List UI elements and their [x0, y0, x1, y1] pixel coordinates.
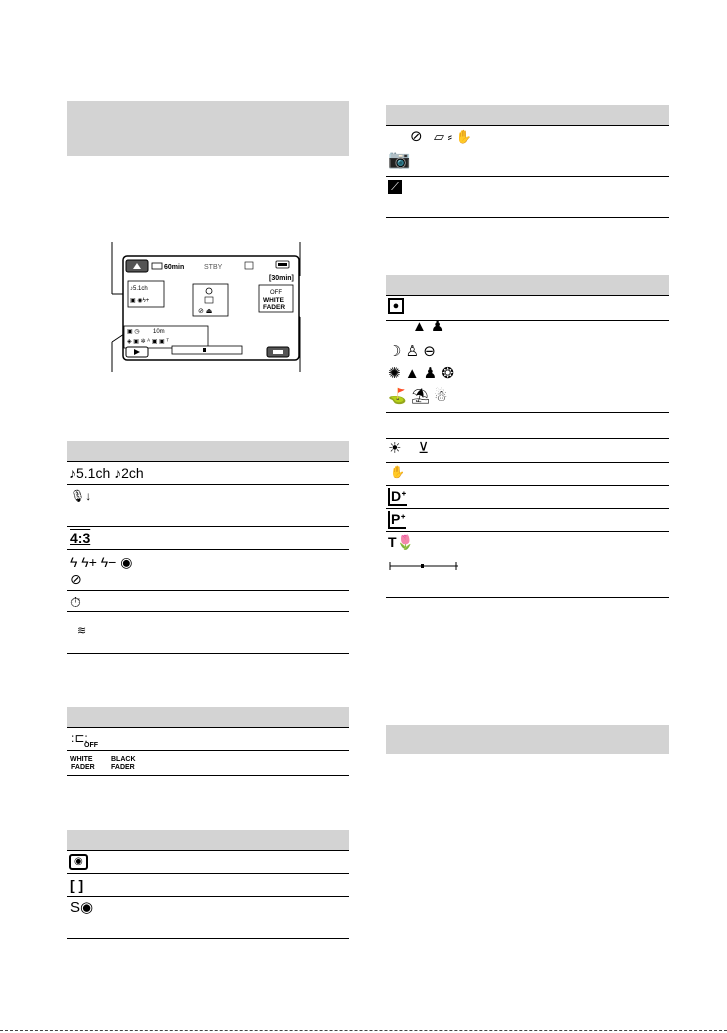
flash-icon: ϟ ϟ+ ϟ− ◉: [70, 554, 133, 570]
picture-effect-icon: Pᐩ: [388, 511, 406, 529]
wireless-icon: ≋: [77, 625, 87, 637]
white-balance-icons: ☀ ⊻: [388, 440, 430, 457]
table-header: [67, 441, 349, 461]
media-icon: [245, 262, 253, 269]
scene-icons-row2: ✺ ▲ ♟ ❂: [388, 365, 454, 382]
steadyshot-off-icon: ✋: [390, 465, 405, 479]
self-timer-time: 10m: [153, 329, 165, 335]
battery-time: 60min: [164, 264, 185, 271]
audio-channel-icon: ♪5.1ch ♪2ch: [69, 465, 144, 481]
white-fader-line1: WHITE: [263, 297, 284, 304]
camera-off-icon: 📷: [388, 149, 411, 169]
table-header: [67, 707, 349, 727]
viewfinder-icon: [ ]: [70, 877, 84, 893]
black-fader-icon-2: FADER: [111, 764, 135, 771]
scene-icons-row3: ⛳ ⛱ ☃: [388, 388, 448, 405]
svg-text:▣ ◉ϟ+: ▣ ◉ϟ+: [130, 298, 150, 304]
table-right-2: [386, 275, 669, 600]
white-fader-icon-1: WHITE: [70, 756, 93, 763]
battery-icon: [152, 263, 162, 269]
shake-warning-icon: ▱ ⸗ ✋: [434, 129, 472, 144]
table-header: [67, 830, 349, 850]
backlight-off-label: OFF: [84, 742, 98, 749]
svg-text:▣ ◷: ▣ ◷: [127, 329, 140, 335]
wide-select-icon: 4:3: [70, 530, 91, 546]
remaining-time: [30min]: [269, 275, 294, 282]
audio-51-indicator: ♪5.1ch: [130, 286, 148, 292]
no-card-icon: ⊘: [410, 128, 423, 145]
white-fader-icon-2: FADER: [71, 764, 95, 771]
self-timer-icon: ⏱: [70, 594, 81, 610]
tele-macro-icon: T🌷: [388, 534, 414, 550]
digital-effect-icon: Dᐩ: [388, 488, 407, 506]
lcd-screen-diagram: [100, 242, 320, 378]
portrait-icon: ●: [388, 298, 404, 314]
white-fader-line2: FADER: [263, 304, 286, 311]
scene-icons-row1: ☽ ♙ ⊖: [388, 343, 436, 360]
section-header-bar-right: [386, 725, 669, 754]
lcd-backlight-icon: ◉: [69, 854, 88, 870]
svg-text:OFF: OFF: [270, 290, 282, 296]
write-protect-icon: ⟋: [388, 180, 402, 194]
section-header-bar-left: [67, 101, 349, 156]
black-fader-icon-1: BLACK: [111, 756, 136, 763]
table-header: [386, 105, 669, 125]
backlight-off-icon: :⊏:: [71, 731, 88, 745]
svg-text:⊘ ⏏: ⊘ ⏏: [198, 308, 213, 315]
table-left-2: [67, 707, 349, 779]
mic-level-icon: 🎙↓: [70, 489, 92, 503]
table-left-1: [67, 441, 349, 655]
page-bottom-rule: [0, 1030, 727, 1031]
flash-off-icon: ⊘: [70, 571, 82, 587]
landscape-icons: ▲ ♟: [412, 318, 445, 335]
standby-indicator: STBY: [204, 264, 223, 271]
table-header: [386, 275, 669, 295]
table-right-1: [386, 105, 669, 219]
zoom-slider-icon: [388, 561, 460, 571]
svg-text:◈ ▣ ✲ ᴬ ▣ ▣ ᵀ: ◈ ▣ ✲ ᴬ ▣ ▣ ᵀ: [127, 339, 169, 345]
super-nightshot-icon: S◉: [70, 899, 94, 916]
table-left-3: [67, 830, 349, 942]
